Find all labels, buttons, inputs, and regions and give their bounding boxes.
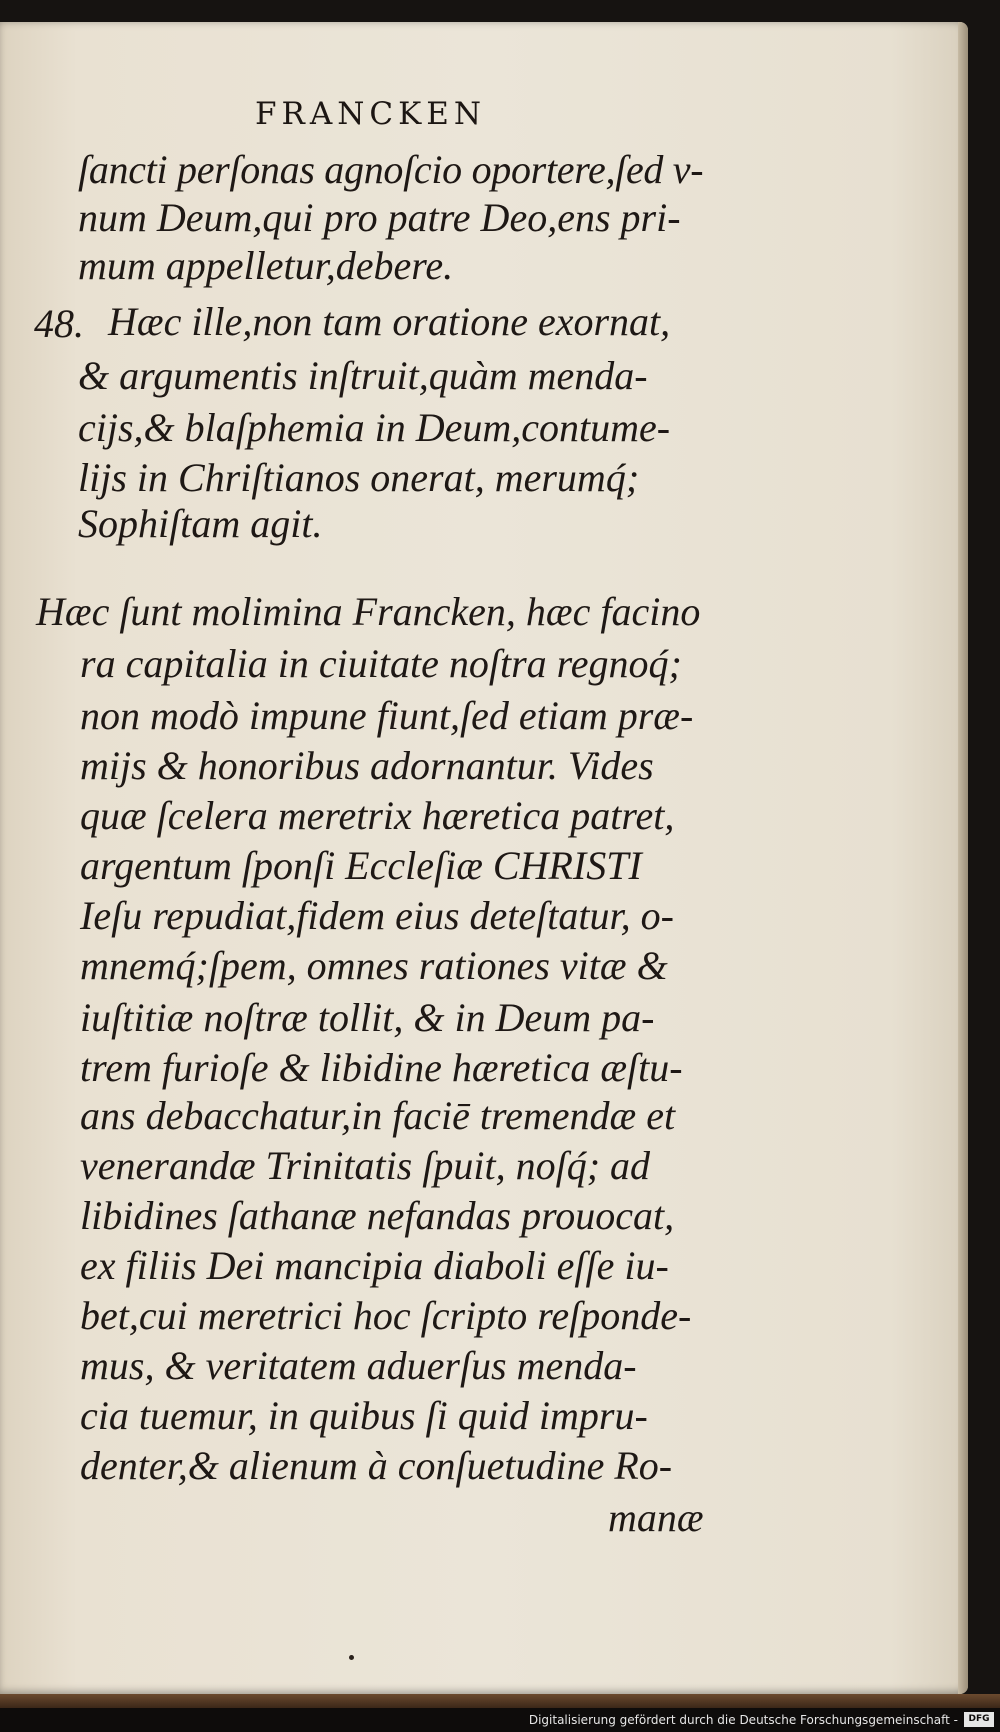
text-line: num Deum,qui pro patre Deo,ens pri- [78,195,681,240]
text-line: trem furioſe & libidine hæretica æſtu- [80,1045,683,1090]
text-line: ans debacchatur,in faciē tremendæ et [80,1093,676,1138]
text-line: mus, & veritatem aduerſus menda- [80,1343,637,1388]
text-line: cijs,& blaſphemia in Deum,contume- [78,405,671,450]
text-line: Ieſu repudiat,fidem eius deteſtatur, o- [80,893,674,938]
page-speck [349,1655,354,1660]
text-line: ſancti perſonas agnoſcio oportere,ſed v- [78,147,704,192]
text-line: mijs & honoribus adornantur. Vides [80,743,654,788]
text-line: argentum ſponſi Eccleſiæ CHRISTI [80,843,642,888]
text-line: libidines ſathanæ nefandas prouocat, [80,1193,675,1238]
text-line: denter,& alienum à conſuetudine Ro- [80,1443,673,1488]
text-line: quæ ſcelera meretrix hæretica patret, [80,793,675,838]
text-line: ra capitalia in ciuitate noſtra regnoq́; [80,641,682,686]
text-line: Sophiſtam agit. [78,501,323,546]
text-line: iuſtitiæ noſtræ tollit, & in Deum pa- [80,995,655,1040]
dfg-logo: DFG [964,1712,994,1727]
text-line: cia tuemur, in quibus ſi quid impru- [80,1393,648,1438]
text-line: mnemq́;ſpem, omnes rationes vitæ & [80,943,668,988]
text-line: & argumentis inſtruit,quàm menda- [78,353,648,398]
text-line: lijs in Chriſtianos onerat, merumq́; [78,455,640,500]
text-line: ex filiis Dei mancipia diaboli eſſe iu- [80,1243,669,1288]
page-edge [958,22,968,1694]
text-line: venerandæ Trinitatis ſpuit, noſq́; ad [80,1143,651,1188]
text-line: mum appelletur,debere. [78,243,454,288]
footer-credit: Digitalisierung gefördert durch die Deutsche Forschungsgemeinschaft - [528,1713,958,1727]
catchword: manæ [608,1495,704,1540]
text-line: Hæc ille,non tam oratione exornat, [108,299,671,344]
text-line: bet,cui meretrici hoc ſcripto reſponde- [80,1293,692,1338]
text-line: Hæc ſunt molimina Francken, hæc facino [36,589,701,634]
running-head: FRANCKEN [255,96,486,132]
footer-bar [0,1708,1000,1732]
text-line: non modò impune fiunt,ſed etiam præ- [80,693,694,738]
book-edge-strip [0,1694,1000,1708]
margin-paragraph-number: 48. [34,301,84,346]
